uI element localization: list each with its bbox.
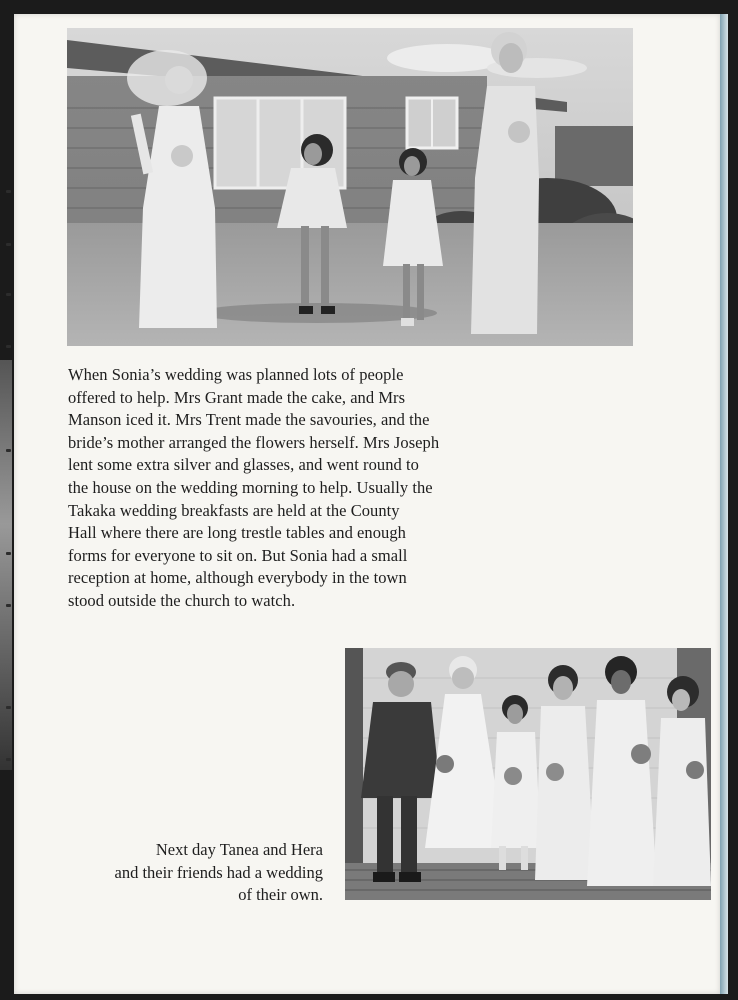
caption-line: of their own. (238, 885, 323, 905)
binding-hole (6, 293, 11, 296)
paragraph-line: reception at home, although everybody in the town (68, 568, 407, 588)
page-edge (720, 14, 728, 994)
children-wedding-photo (345, 648, 711, 900)
wedding-party-photo (67, 28, 633, 346)
children-wedding-image (345, 648, 711, 900)
paragraph-line: lent some extra silver and glasses, and went round to (68, 455, 419, 475)
paragraph-line: stood outside the church to watch. (68, 590, 296, 610)
binding-hole (6, 604, 11, 607)
binding-hole (6, 758, 11, 761)
paragraph-line: When Sonia’s wedding was planned lots of people (68, 365, 404, 384)
photo-caption (60, 839, 323, 907)
caption-line: and their friends had a wedding (114, 862, 323, 882)
paragraph-line: offered to help. Mrs Grant made the cake, and Mrs (68, 387, 406, 407)
paragraph-line: Manson iced it. Mrs Trent made the savouries, and the (68, 410, 430, 430)
binding-hole (6, 345, 11, 348)
paragraph-line: bride’s mother arranged the flowers herself. Mrs Joseph (68, 432, 440, 452)
wedding-party-image (67, 28, 633, 346)
story-paragraph (68, 364, 508, 613)
binding-hole (6, 243, 11, 246)
paragraph-line: Takaka wedding breakfasts are held at the County (68, 500, 400, 520)
binding-hole (6, 706, 11, 709)
binding-hole (6, 552, 11, 555)
paragraph-line: the house on the wedding morning to help. Usually the (68, 477, 433, 497)
binding-hole (6, 190, 11, 193)
binding-hole (6, 449, 11, 452)
caption-line: Next day Tanea and Hera (155, 840, 323, 859)
paragraph-line: forms for everyone to sit on. But Sonia had a small (68, 545, 408, 565)
paragraph-line: Hall where there are long trestle tables and enough (68, 523, 406, 543)
